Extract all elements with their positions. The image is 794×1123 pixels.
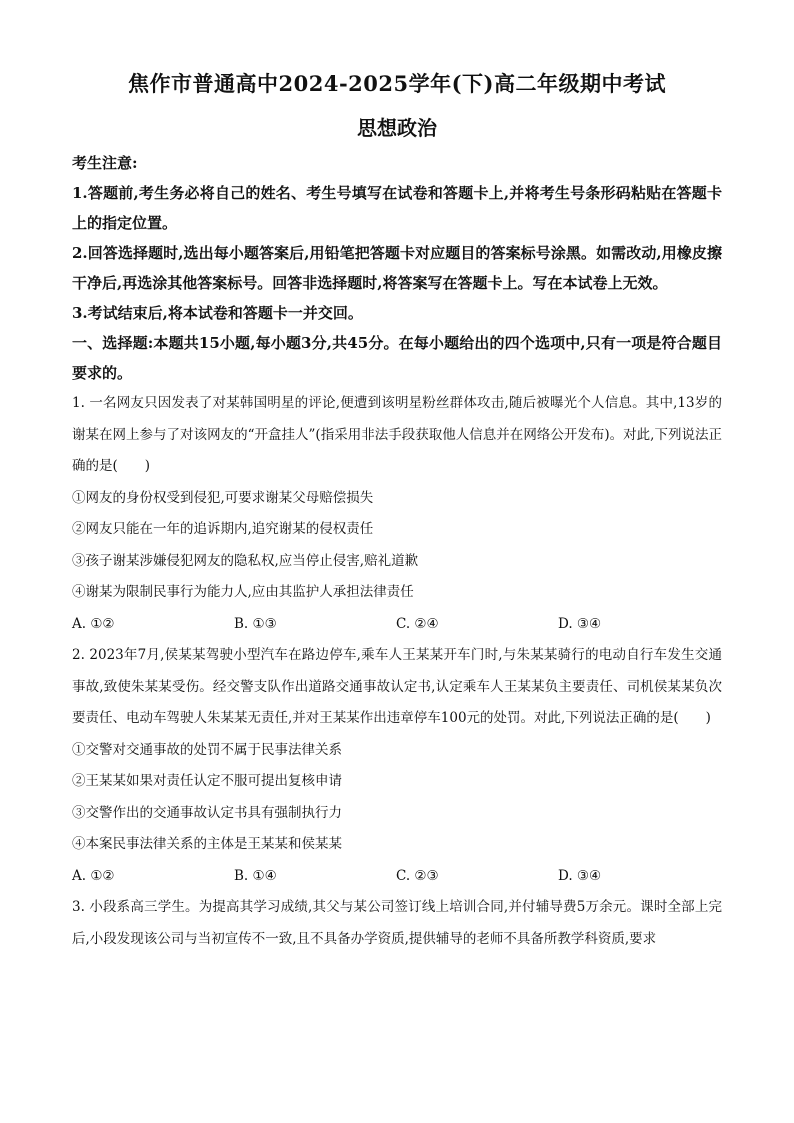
question-stem: 3. 小段系高三学生。为提高其学习成绩,其父与某公司签订线上培训合同,并付辅导费5万余元。课时全部上完后,小段发现该公司与当初宣传不一致,且不具备办学资质,提供辅导的老师不具备所教学科资质,要求 (72, 899, 722, 947)
exam-body (72, 148, 722, 955)
section-heading: 一、选择题:本题共15小题,每小题3分,共45分。在每小题给出的四个选项中,只有一项是符合题目要求的。 (72, 334, 722, 382)
question-3 (72, 892, 722, 955)
answer-options (72, 861, 722, 893)
option-c: C. ②④ (396, 615, 439, 632)
question-1 (72, 388, 722, 640)
statement: ③交警作出的交通事故认定书具有强制执行力 (72, 804, 342, 821)
notice-item: 1.答题前,考生务必将自己的姓名、考生号填写在试卷和答题卡上,并将考生号条形码粘贴在答题卡上的指定位置。 (72, 184, 722, 232)
option-c: C. ②③ (396, 867, 439, 884)
statement: ①交警对交通事故的处罚不属于民事法律关系 (72, 741, 342, 758)
question-stem: 2. 2023年7月,侯某某驾驶小型汽车在路边停车,乘车人王某某开车门时,与朱某某骑行的电动自行车发生交通事故,致使朱某某受伤。经交警支队作出道路交通事故认定书,认定乘车人王某某负主要责任、司机侯某某负次要责任、电动车驾驶人朱某某无责任,并对王某某作出违章停车100元的处罚。对此,下列说法正确的是( ) (72, 647, 722, 726)
option-a: A. ①② (72, 615, 115, 632)
option-b: B. ①④ (234, 867, 277, 884)
statement: ④谢某为限制民事行为能力人,应由其监护人承担法律责任 (72, 584, 414, 600)
subject-title: 思想政治 (357, 116, 437, 140)
statement: ④本案民事法律关系的主体是王某某和侯某某 (72, 836, 342, 852)
exam-title: 焦作市普通高中2024-2025学年(下)高二年级期中考试 (128, 71, 666, 96)
notice-item: 2.回答选择题时,选出每小题答案后,用铅笔把答题卡对应题目的答案标号涂黑。如需改动,用橡皮擦干净后,再选涂其他答案标号。回答非选择题时,将答案写在答题卡上。写在本试卷上无效。 (72, 244, 722, 292)
statement: ②网友只能在一年的追诉期内,追究谢某的侵权责任 (72, 521, 374, 537)
question-2 (72, 640, 722, 892)
statement: ②王某某如果对责任认定不服可提出复核申请 (72, 773, 342, 789)
statement: ①网友的身份权受到侵犯,可要求谢某父母赔偿损失 (72, 489, 374, 506)
option-b: B. ①③ (234, 615, 277, 632)
notice-heading: 考生注意: (72, 154, 138, 172)
option-a: A. ①② (72, 867, 115, 884)
option-d: D. ③④ (558, 867, 602, 884)
option-d: D. ③④ (558, 615, 602, 632)
answer-options (72, 609, 722, 641)
statement: ③孩子谢某涉嫌侵犯网友的隐私权,应当停止侵害,赔礼道歉 (72, 552, 419, 569)
notice-item: 3.考试结束后,将本试卷和答题卡一并交回。 (72, 304, 363, 322)
question-stem: 1. 一名网友只因发表了对某韩国明星的评论,便遭到该明星粉丝群体攻击,随后被曝光个人信息。其中,13岁的谢某在网上参与了对该网友的“开盒挂人”(指采用非法手段获取他人信息并在网络公开发布)。对此,下列说法正确的是( ) (72, 395, 722, 474)
